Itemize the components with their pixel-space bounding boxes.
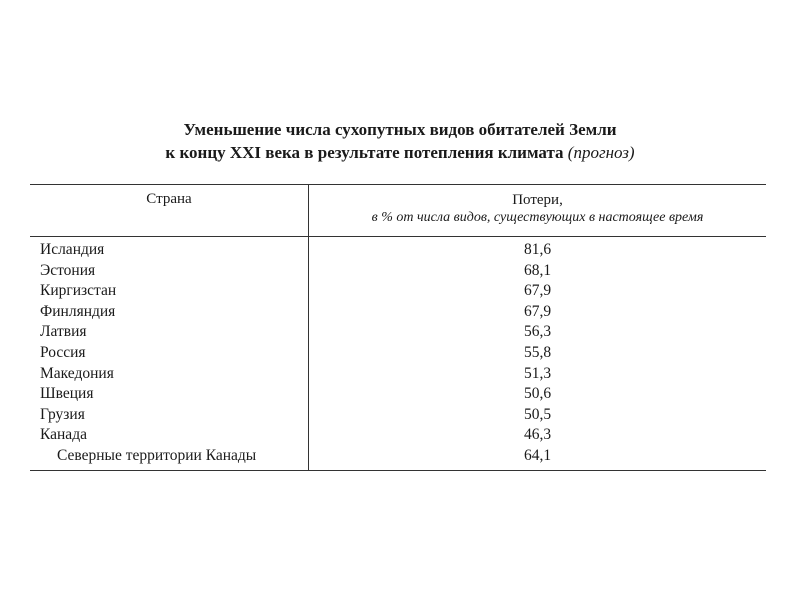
country-cell: Финляндия — [40, 302, 116, 320]
table-header — [30, 185, 766, 237]
country-cell: Швеция — [40, 385, 94, 403]
header-loss-main: Потери, — [512, 192, 563, 208]
title-line-1: Уменьшение числа сухопутных видов обитателей Земли — [183, 120, 617, 139]
country-cell: Киргизстан — [40, 282, 117, 300]
header-loss-sub: в % от числа видов, существующих в настоящее время — [371, 210, 704, 225]
country-cell: Македония — [40, 364, 114, 382]
country-cell: Канада — [40, 426, 87, 444]
loss-value-cell: 64,1 — [523, 446, 552, 464]
country-cell: Грузия — [40, 405, 85, 423]
loss-column — [308, 237, 766, 470]
loss-value-cell: 46,3 — [523, 426, 552, 444]
title-note: (прогноз) — [567, 143, 635, 162]
title-line-2-text: к концу XXI века в результате потепления климата — [165, 143, 564, 162]
loss-value-cell: 68,1 — [523, 261, 552, 279]
country-cell: Латвия — [40, 323, 87, 341]
country-cell: Северные территории Канады — [57, 446, 257, 464]
loss-value-cell: 67,9 — [523, 282, 552, 300]
loss-value-cell: 81,6 — [523, 241, 552, 258]
loss-value-cell: 51,3 — [523, 364, 552, 382]
loss-value-cell: 50,6 — [523, 385, 552, 403]
table-title — [0, 118, 800, 164]
loss-value-cell: 56,3 — [523, 323, 552, 341]
country-column — [30, 237, 308, 470]
country-cell: Эстония — [40, 261, 96, 279]
loss-value-cell: 50,5 — [523, 405, 552, 423]
loss-value-cell: 67,9 — [523, 302, 552, 320]
data-table — [30, 184, 766, 471]
country-cell: Россия — [40, 343, 86, 361]
country-cell: Исландия — [40, 241, 105, 258]
header-loss — [308, 185, 766, 236]
title-line-2 — [0, 141, 800, 164]
loss-value-cell: 55,8 — [523, 343, 552, 361]
header-country: Страна — [146, 191, 192, 207]
table-body — [30, 237, 766, 470]
